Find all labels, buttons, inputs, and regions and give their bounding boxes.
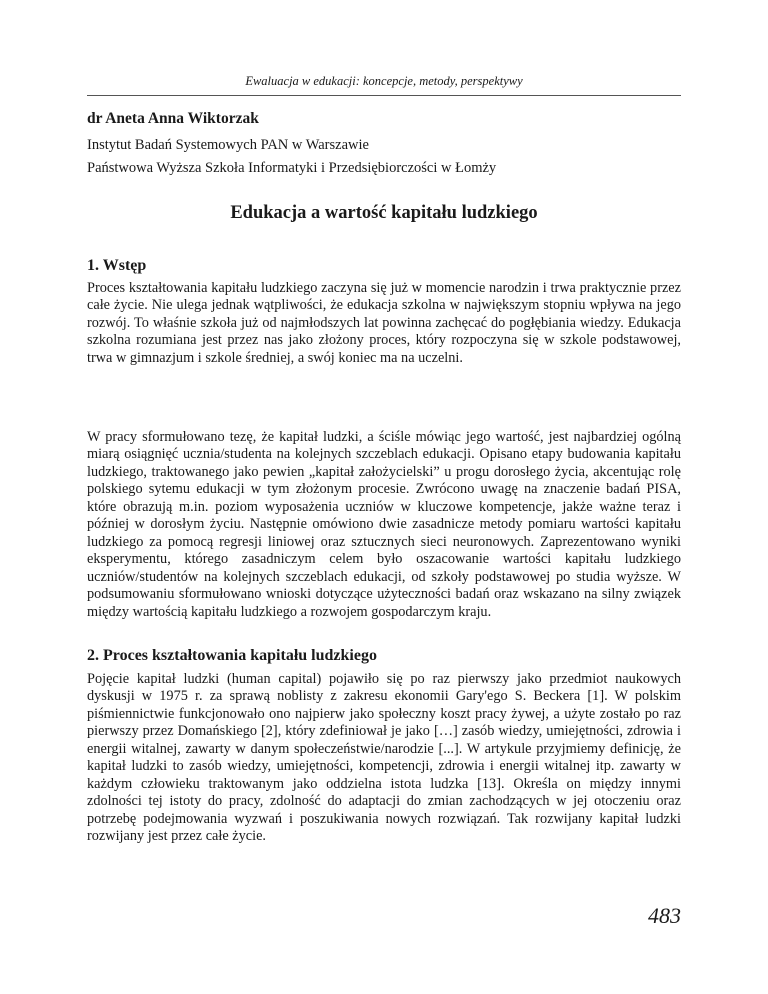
section-heading-introduction: 1. Wstęp	[87, 257, 147, 274]
running-header: Ewaluacja w edukacji: koncepcje, metody, perspektywy	[245, 74, 523, 88]
affiliation-1: Instytut Badań Systemowych PAN w Warszawie	[87, 137, 369, 153]
page-number: 483	[648, 903, 681, 928]
paragraph: Pojęcie kapitał ludzki (human capital) pojawiło się po raz pierwszy jako przedmiot naukowych dyskusji w 1975 r. za sprawą noblisty z zakresu ekonomii Gary'ego S. Beckera [1]. W polskim piśmiennictwie funkcjonowało ono najpierw jako społeczny koszt pracy żywej, a użyte zostało po raz pierwszy przez Domańskiego [2], który zdefiniował je jako […] zasób wiedzy, umiejętności, zdrowia i energii witalnej, zawarty w danym społeczeństwie/narodzie [...]. W artykule przyjmiemy definicję, że kapitał ludzki to zasób wiedzy, umiejętności, kompetencji, zdrowia i energii witalnej itp. zawarty w każdym człowieku traktowanym jako oddzielna istota ludzka [13]. Określa on między innymi zdolności tej istoty do pracy, zdolność do adaptacji do zmian zachodzących w jej otoczeniu oraz potrzebę podejmowania wyzwań i poszukiwania nowych rozwiązań. Tak rozwijany kapitał ludzki rozwijany jest przez całe życie.	[87, 671, 681, 845]
paragraph: W pracy sformułowano tezę, że kapitał ludzki, a ściśle mówiąc jego wartość, jest najbardziej ogólną miarą osiągnięć ucznia/studenta na kolejnych szczeblach edukacji. Opisano etapy budowania kapitału ludzkiego, traktowanego jako pewien „kapitał założycielski” u progu dorosłego życia, akcentując rolę polskiego sytemu edukacji w tym złożonym procesie. Zwrócono uwagę na znaczenie badań PISA, które obrazują m.in. poziom wyposażenia uczniów w kluczowe kompetencje, jakże ważne teraz i później w dorosłym życiu. Następnie omówiono dwie zasadnicze metody pomiaru wartości kapitału ludzkiego za pomocą regresji liniowej oraz sztucznych sieci neuronowych. Zaprezentowano wyniki eksperymentu, którego zasadniczym celem było oszacowanie wartości kapitału ludzkiego uczniów/studentów na kolejnych szczeblach edukacji, od szkoły podstawowej po studia wyższe. W podsumowaniu sformułowano wnioski dotyczące użyteczności badań oraz wskazano na silny związek między wartością kapitału ludzkiego a rozwojem gospodarczym kraju.	[87, 429, 681, 620]
header-divider	[87, 95, 681, 96]
author-name: dr Aneta Anna Wiktorzak	[87, 110, 259, 127]
paragraph: Proces kształtowania kapitału ludzkiego zaczyna się już w momencie narodzin i trwa praktycznie przez całe życie. Nie ulega jednak wątpliwości, że edukacja szkolna w największym stopniu wpływa na jego rozwój. To właśnie szkoła już od najmłodszych lat powinna zachęcać do pogłębiania wiedzy. Edukacja szkolna rozumiana jest przez nas jako złożony proces, który rozpoczyna się w szkole podstawowej, trwa w gimnazjum i szkole średniej, a swój koniec ma na uczelni.	[87, 280, 681, 366]
article-title: Edukacja a wartość kapitału ludzkiego	[230, 203, 538, 223]
section-heading-process: 2. Proces kształtowania kapitału ludzkiego	[87, 647, 377, 664]
affiliation-2: Państwowa Wyższa Szkoła Informatyki i Przedsiębiorczości w Łomży	[87, 160, 497, 176]
